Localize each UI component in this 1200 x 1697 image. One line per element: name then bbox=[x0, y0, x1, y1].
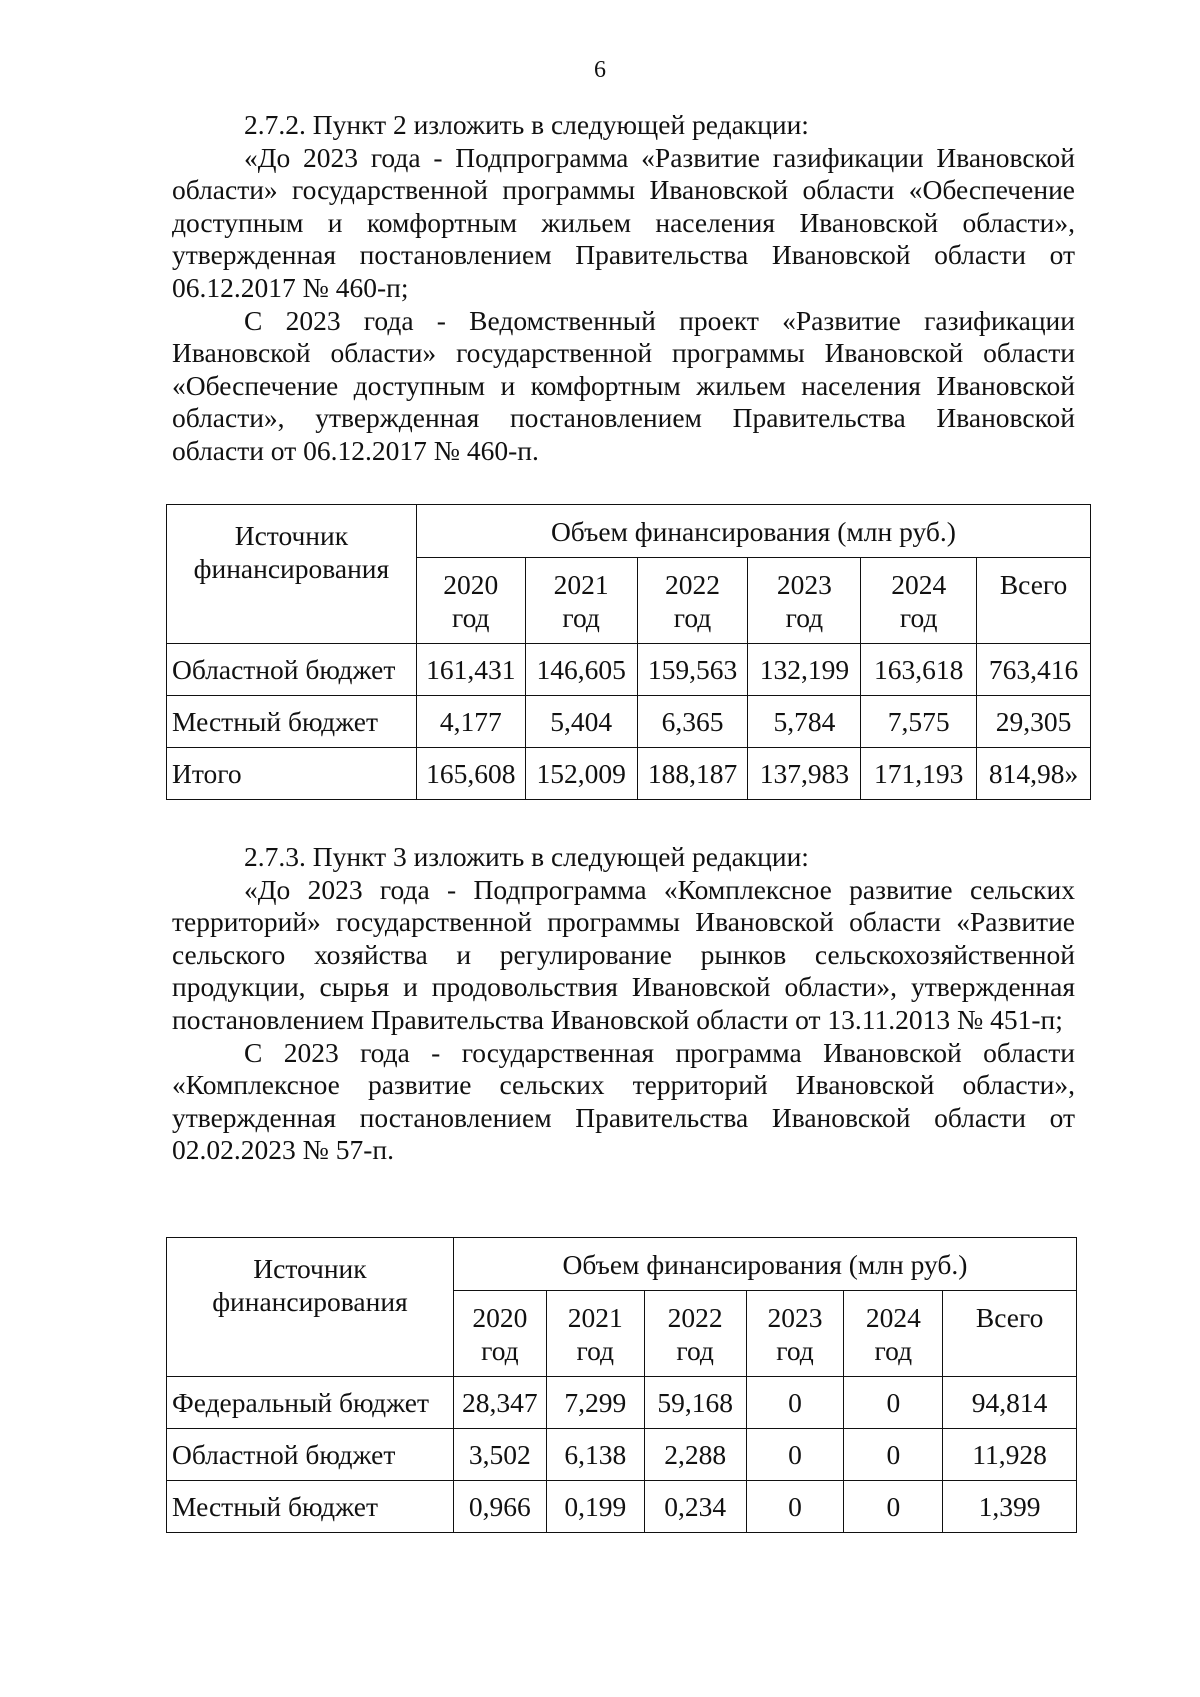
cell-value: 4,177 bbox=[416, 696, 525, 748]
cell-value: 0 bbox=[844, 1481, 943, 1533]
table-row bbox=[167, 696, 1091, 748]
volume-header: Объем финансирования (млн руб.) bbox=[453, 1238, 1076, 1291]
year-value: 2021 bbox=[553, 569, 609, 600]
row-source: Областной бюджет bbox=[167, 1429, 454, 1481]
year-unit: год bbox=[874, 1335, 913, 1366]
year-value: 2021 bbox=[567, 1302, 623, 1333]
section-2-7-3 bbox=[172, 841, 1075, 1167]
year-header bbox=[746, 1291, 844, 1377]
cell-value: 161,431 bbox=[416, 644, 525, 696]
year-value: 2020 bbox=[472, 1302, 528, 1333]
cell-value: 165,608 bbox=[416, 748, 525, 800]
year-unit: год bbox=[899, 602, 938, 633]
year-value: 2020 bbox=[443, 569, 499, 600]
source-header: Источник финансирования bbox=[167, 1238, 454, 1377]
cell-value: 0,199 bbox=[546, 1481, 644, 1533]
table-row bbox=[167, 1429, 1077, 1481]
year-header bbox=[546, 1291, 644, 1377]
row-source: Местный бюджет bbox=[167, 696, 417, 748]
volume-header: Объем финансирования (млн руб.) bbox=[416, 505, 1090, 558]
cell-value: 146,605 bbox=[525, 644, 637, 696]
cell-value: 0 bbox=[746, 1481, 844, 1533]
cell-value: 28,347 bbox=[453, 1377, 546, 1429]
paragraph-heading: 2.7.2. Пункт 2 изложить в следующей редакции: bbox=[244, 109, 809, 140]
cell-value: 0 bbox=[746, 1429, 844, 1481]
year-header bbox=[861, 558, 977, 644]
year-unit: год bbox=[452, 602, 490, 633]
paragraph-before-2023: «До 2023 года - Подпрограмма «Комплексное развитие сельских территорий» государственной программы Ивановской области «Развитие сельского хозяйства и регулирование рынков сельскохозяйственной продукции, сырья и продовольствия Ивановской области», утвержденная постановлением Правительства Ивановской области от 13.11.2013 № 451-п; bbox=[172, 873, 1075, 1035]
year-unit: год bbox=[785, 602, 824, 633]
section-2-7-2 bbox=[172, 109, 1075, 468]
year-header bbox=[453, 1291, 546, 1377]
paragraph-from-2023: С 2023 года - Ведомственный проект «Развитие газификации Ивановской области» государственной программы Ивановской области «Обеспечение доступным и комфортным жильем населения Ивановской области», утвержденная постановлением Правительства Ивановской области от 06.12.2017 № 460-п. bbox=[172, 304, 1075, 466]
table-row bbox=[167, 1377, 1077, 1429]
cell-value: 137,983 bbox=[748, 748, 861, 800]
row-source: Областной бюджет bbox=[167, 644, 417, 696]
year-header bbox=[644, 1291, 746, 1377]
cell-value: 7,575 bbox=[861, 696, 977, 748]
year-header bbox=[416, 558, 525, 644]
total-header: Всего bbox=[977, 558, 1091, 644]
cell-total: 1,399 bbox=[943, 1481, 1077, 1533]
cell-total: 814,98» bbox=[977, 748, 1091, 800]
cell-value: 0,966 bbox=[453, 1481, 546, 1533]
year-value: 2024 bbox=[865, 1302, 921, 1333]
cell-value: 163,618 bbox=[861, 644, 977, 696]
source-header: Источник финансирования bbox=[167, 505, 417, 644]
cell-total: 29,305 bbox=[977, 696, 1091, 748]
cell-total: 94,814 bbox=[943, 1377, 1077, 1429]
cell-value: 0 bbox=[844, 1429, 943, 1481]
year-unit: год bbox=[673, 602, 712, 633]
year-unit: год bbox=[576, 1335, 615, 1366]
cell-value: 5,784 bbox=[748, 696, 861, 748]
cell-value: 6,138 bbox=[546, 1429, 644, 1481]
total-header: Всего bbox=[943, 1291, 1077, 1377]
cell-value: 5,404 bbox=[525, 696, 637, 748]
table-row bbox=[167, 748, 1091, 800]
financing-table-2 bbox=[166, 1237, 1077, 1533]
year-unit: год bbox=[676, 1335, 714, 1366]
table-row bbox=[167, 1481, 1077, 1533]
year-value: 2022 bbox=[667, 1302, 723, 1333]
year-value: 2024 bbox=[891, 569, 947, 600]
row-source: Федеральный бюджет bbox=[167, 1377, 454, 1429]
year-value: 2023 bbox=[776, 569, 832, 600]
cell-value: 0 bbox=[844, 1377, 943, 1429]
year-value: 2023 bbox=[767, 1302, 823, 1333]
year-header bbox=[844, 1291, 943, 1377]
year-header bbox=[637, 558, 748, 644]
year-unit: год bbox=[481, 1335, 519, 1366]
cell-value: 0 bbox=[746, 1377, 844, 1429]
paragraph-heading: 2.7.3. Пункт 3 изложить в следующей редакции: bbox=[244, 841, 809, 872]
cell-value: 59,168 bbox=[644, 1377, 746, 1429]
financing-table-1 bbox=[166, 504, 1091, 800]
cell-value: 2,288 bbox=[644, 1429, 746, 1481]
cell-value: 7,299 bbox=[546, 1377, 644, 1429]
year-unit: год bbox=[562, 602, 600, 633]
cell-value: 0,234 bbox=[644, 1481, 746, 1533]
row-source: Итого bbox=[167, 748, 417, 800]
cell-value: 171,193 bbox=[861, 748, 977, 800]
cell-value: 6,365 bbox=[637, 696, 748, 748]
table-row bbox=[167, 644, 1091, 696]
year-unit: год bbox=[776, 1335, 814, 1366]
cell-total: 763,416 bbox=[977, 644, 1091, 696]
cell-value: 132,199 bbox=[748, 644, 861, 696]
row-source: Местный бюджет bbox=[167, 1481, 454, 1533]
paragraph-from-2023: С 2023 года - государственная программа Ивановской области «Комплексное развитие сельских территорий Ивановской области», утвержденная постановлением Правительства Ивановской области от 02.02.2023 № 57-п. bbox=[172, 1036, 1075, 1166]
cell-value: 188,187 bbox=[637, 748, 748, 800]
paragraph-before-2023: «До 2023 года - Подпрограмма «Развитие газификации Ивановской области» государственной программы Ивановской области «Обеспечение доступным и комфортным жильем населения Ивановской области», утвержденная постановлением Правительства Ивановской области от 06.12.2017 № 460-п; bbox=[172, 141, 1075, 303]
cell-value: 3,502 bbox=[453, 1429, 546, 1481]
cell-total: 11,928 bbox=[943, 1429, 1077, 1481]
cell-value: 152,009 bbox=[525, 748, 637, 800]
year-value: 2022 bbox=[665, 569, 721, 600]
cell-value: 159,563 bbox=[637, 644, 748, 696]
year-header bbox=[748, 558, 861, 644]
year-header bbox=[525, 558, 637, 644]
page-number: 6 bbox=[594, 57, 606, 83]
